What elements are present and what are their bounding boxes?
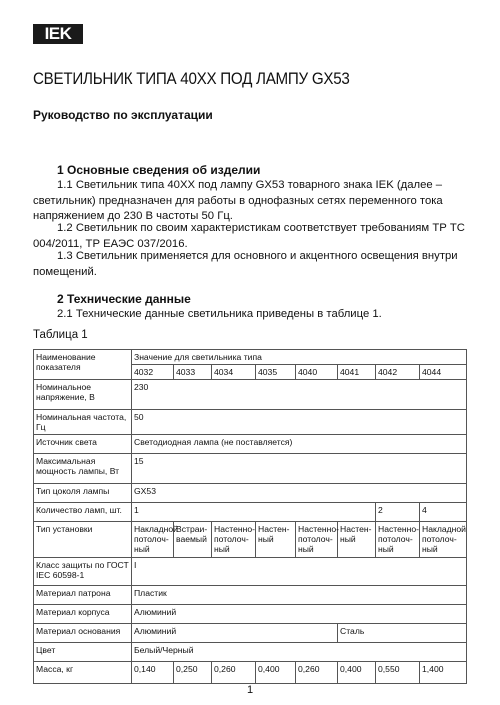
header-label-cell: Наименование показателя — [34, 350, 132, 380]
row-value: Белый/Черный — [132, 643, 467, 662]
type-cell: 4040 — [296, 365, 338, 380]
paragraph-1-2: 1.2 Светильник по своим характеристикам соответствует требованиям ТР ТС 004/2011, ТР ЕАЭС 037/2016. — [33, 222, 465, 250]
technical-data-table — [33, 349, 467, 684]
row-value: 0,550 — [376, 662, 420, 684]
row-label: Класс защиты по ГОСТ IEC 60598-1 — [34, 558, 132, 586]
row-label: Материал основания — [34, 624, 132, 643]
row-value: Настен-ный — [338, 522, 376, 558]
row-value: 0,140 — [132, 662, 174, 684]
table-caption: Таблица 1 — [33, 329, 88, 341]
iek-logo: IEK — [33, 24, 83, 44]
row-value: 50 — [132, 410, 467, 435]
table-row — [34, 435, 467, 454]
row-label: Тип цоколя лампы — [34, 484, 132, 503]
row-value: Встраи-ваемый — [174, 522, 212, 558]
row-value: 2 — [376, 503, 420, 522]
row-value: Светодиодная лампа (не поставляется) — [132, 435, 467, 454]
row-value: 230 — [132, 380, 467, 410]
row-label: Максимальная мощность лампы, Вт — [34, 454, 132, 484]
header-value-cell: Значение для светильника типа — [132, 350, 467, 365]
row-label: Номинальное напряжение, В — [34, 380, 132, 410]
row-label: Масса, кг — [34, 662, 132, 684]
paragraph-1-3: 1.3 Светильник применяется для основного и акцентного освещения внутри помещений. — [33, 250, 458, 278]
row-value: Настенно-потолоч-ный — [212, 522, 256, 558]
row-value: GX53 — [132, 484, 467, 503]
row-value: Пластик — [132, 586, 467, 605]
type-cell: 4035 — [256, 365, 296, 380]
table-row — [34, 558, 467, 586]
row-value: 15 — [132, 454, 467, 484]
row-value: 1,400 — [420, 662, 467, 684]
paragraph-1-1: 1.1 Светильник типа 40ХХ под лампу GX53 товарного знака IEK (далее – светильник) предназначен для работы в однофазных сетях переменного тока напряжением до 230 В частоты 50 Гц. — [33, 179, 443, 222]
table-row — [34, 662, 467, 684]
section-2-heading: 2 Технические данные — [57, 292, 191, 306]
row-label: Источник света — [34, 435, 132, 454]
row-label: Материал корпуса — [34, 605, 132, 624]
page-title: СВЕТИЛЬНИК ТИПА 40ХХ ПОД ЛАМПУ GX53 — [33, 70, 350, 88]
page-number: 1 — [246, 684, 254, 696]
type-cell: 4042 — [376, 365, 420, 380]
row-value: 0,260 — [212, 662, 256, 684]
table-row — [34, 522, 467, 558]
row-value: Алюминий — [132, 605, 467, 624]
row-value: 0,400 — [256, 662, 296, 684]
table-row — [34, 484, 467, 503]
row-value: 0,400 — [338, 662, 376, 684]
row-label: Номинальная частота, Гц — [34, 410, 132, 435]
table-row — [34, 503, 467, 522]
row-value: Алюминий — [132, 624, 338, 643]
row-value: Накладной потолоч-ный — [132, 522, 174, 558]
row-value: Настенно-потолоч-ный — [296, 522, 338, 558]
row-value: Сталь — [338, 624, 467, 643]
table-header-row — [34, 350, 467, 365]
row-value: Настен-ный — [256, 522, 296, 558]
type-cell: 4033 — [174, 365, 212, 380]
table-row — [34, 605, 467, 624]
type-cell: 4032 — [132, 365, 174, 380]
row-label: Тип установки — [34, 522, 132, 558]
row-value: 0,250 — [174, 662, 212, 684]
table-row — [34, 624, 467, 643]
table-row — [34, 410, 467, 435]
row-value: I — [132, 558, 467, 586]
section-1-heading: 1 Основные сведения об изделии — [57, 163, 261, 177]
table-row — [34, 380, 467, 410]
row-label: Материал патрона — [34, 586, 132, 605]
row-value: 0,260 — [296, 662, 338, 684]
row-value: Накладной потолоч-ный — [420, 522, 467, 558]
paragraph-2-1: 2.1 Технические данные светильника приведены в таблице 1. — [57, 308, 382, 320]
table-row — [34, 454, 467, 484]
row-label: Цвет — [34, 643, 132, 662]
row-value: Настенно-потолоч-ный — [376, 522, 420, 558]
type-cell: 4044 — [420, 365, 467, 380]
row-value: 1 — [132, 503, 376, 522]
table-row — [34, 586, 467, 605]
type-cell: 4041 — [338, 365, 376, 380]
row-value: 4 — [420, 503, 467, 522]
table-row — [34, 643, 467, 662]
type-cell: 4034 — [212, 365, 256, 380]
row-label: Количество ламп, шт. — [34, 503, 132, 522]
document-subtitle: Руководство по эксплуатации — [33, 108, 213, 122]
